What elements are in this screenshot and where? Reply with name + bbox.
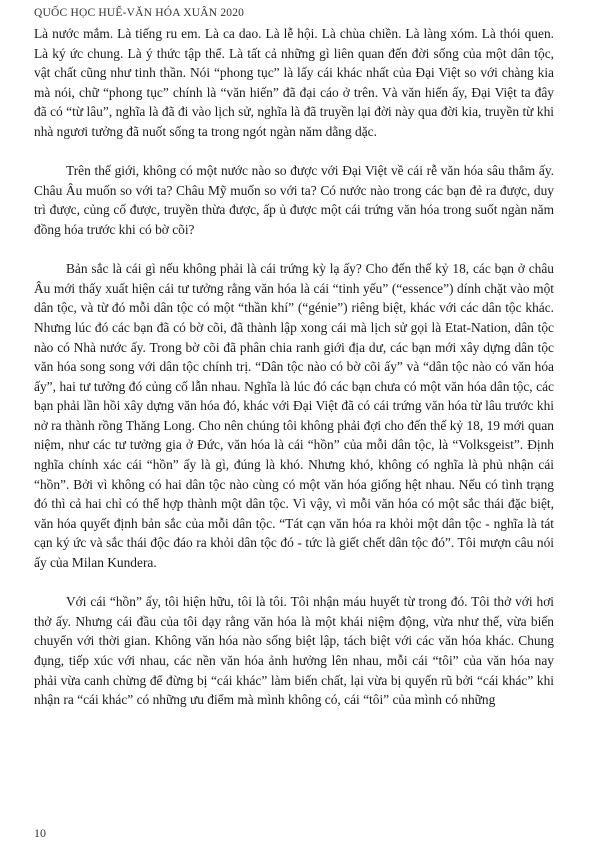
page-number: 10 [34, 826, 46, 840]
paragraph-3: Bản sắc là cái gì nếu không phải là cái trứng kỳ lạ ấy? Cho đến thế kỷ 18, các bạn ở châu Âu mới thấy xuất hiện cái tư tưởng rằng văn hóa là cái “tinh yếu” (“essence”) dính chặt vào một dân tộc, và từ đó mỗi dân tộc có một “thần khí” (“génie”) riêng biệt, khác với các dân tộc khác. Nhưng lúc đó các bạn đã có bờ cõi, đã thành lập xong cái mà lịch sử gọi là Etat-Nation, dân tộc nào có Nhà nước ấy. Trong bờ cõi đã phân chia ranh giới địa dư, các bạn mới xây dựng dân tộc văn hóa song song với dân tộc chính trị. “Dân tộc nào có bờ cõi ấy” và “dân tộc nào có văn hóa ấy”, hai tư tưởng đó củng cố lẫn nhau. Nghĩa là lúc đó các bạn chưa có một văn hóa dân tộc, các bạn phải lần hồi xây dựng văn hóa đó, khác với Đại Việt đã có cái trứng văn hóa từ lâu trước khi nở ra thành rồng Thăng Long. Cho nên chúng tôi không phải đợi cho đến thế kỷ 18, 19 mới quan niệm, như các tư tưởng gia ở Đức, văn hóa là cái “hồn” của mỗi dân tộc, là “Volksgeist”. Định nghĩa chính xác cái “hồn” ấy là gì, đúng là khó. Nhưng khó, không có nghĩa là phủ nhận cái “hồn”. Bởi vì không có hai dân tộc nào cùng có một văn hóa giống hệt nhau. Nếu có tình trạng đó thì cả hai chỉ có thể hợp thành một dân tộc. Vì vậy, vì mỗi văn hóa có một sắc thái đặc biệt, văn hóa quyết định bản sắc của mỗi dân tộc. “Tát cạn văn hóa ra khỏi một dân tộc - nghĩa là tát cạn ký ức và sắc thái độc đáo ra khỏi dân tộc đó - tức là giết chết dân tộc đó”. Tôi mượn câu nói ấy của Milan Kundera. [34, 261, 554, 571]
paragraph-spacer [34, 240, 554, 260]
paragraph-2: Trên thế giới, không có một nước nào so được với Đại Việt về cái rễ văn hóa sâu thẳm ấy. Châu Âu muốn so với ta? Châu Mỹ muốn so với ta? Có nước nào trong các bạn đẻ ra được, duy trì được, củng cố được, truyền thừa được, ấp ủ được một cái trứng văn hóa trong suốt ngàn năm đồng hóa trước khi có bờ cõi? [34, 163, 554, 237]
paragraph-spacer [34, 142, 554, 162]
article-body [34, 24, 554, 710]
paragraph-spacer [34, 573, 554, 593]
paragraph-4: Với cái “hồn” ấy, tôi hiện hữu, tôi là tôi. Tôi nhận máu huyết từ trong đó. Tôi thở với hơi thở ấy. Nhưng cái đầu của tôi dạy rằng văn hóa là một khái niệm động, vừa như thế, vừa biến chuyển với thời gian. Không văn hóa nào sống biệt lập, tách biệt với các văn hóa khác. Chung đụng, tiếp xúc với nhau, các nền văn hóa ảnh hưởng lên nhau, mỗi cái “tôi” của văn hóa nay phải vừa canh chừng để đừng bị “cái khác” làm biến chất, lại vừa bị quyến rũ bởi “cái khác” khi nhận ra “cái khác” có những ưu điểm mà mình không có, cái “tôi” của mình có những [34, 594, 554, 708]
running-header: QUỐC HỌC HUẾ-VĂN HÓA XUÂN 2020 [34, 7, 245, 19]
paragraph-1: Là nước mắm. Là tiếng ru em. Là ca dao. Là lễ hội. Là chùa chiền. Là làng xóm. Là thói quen. Là ký ức chung. Là ý thức tập thể. Là tất cả những gì liên quan đến đời sống của một dân tộc, vật chất cũng như tinh thần. Nói “phong tục” là lấy cái khác nhất của Đại Việt so với chàng kia mà nói, chữ “phong tục” chính là “văn hiến” đã đại cáo ở trên. Và văn hiến ấy, Đại Việt ta đây đã có “từ lâu”, nghĩa là đã đi vào lịch sử, nghĩa là đã truyền lại đời này qua đời kia, truyền từ khi nhà ngươi tưởng đã nuốt sống ta trong ngót ngàn năm dằng dặc. [34, 26, 554, 139]
